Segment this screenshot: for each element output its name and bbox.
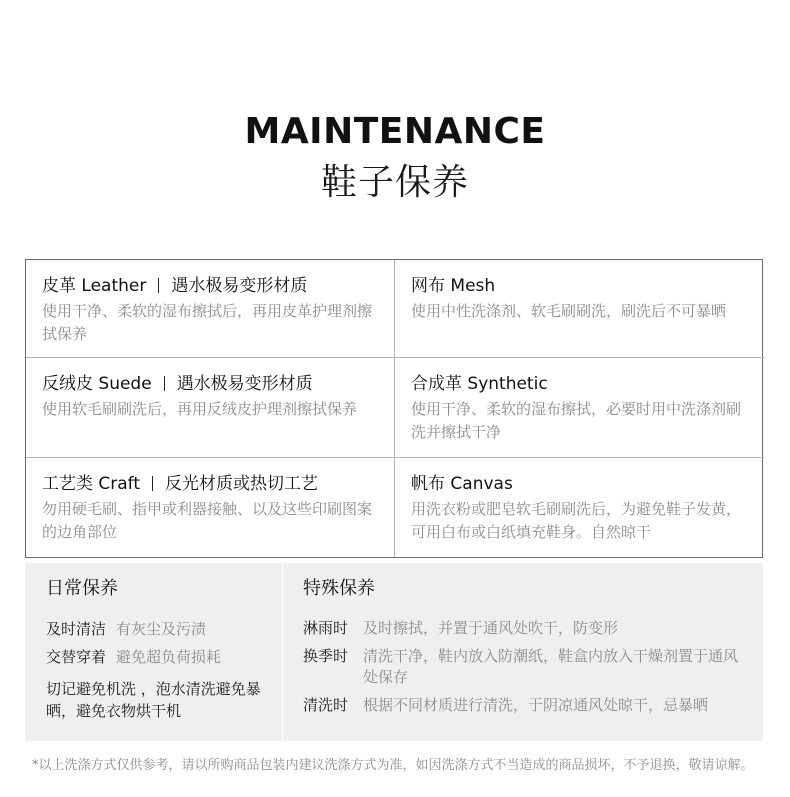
daily-care-item [46, 646, 270, 668]
material-title [42, 472, 384, 496]
special-care-item [303, 646, 751, 688]
material-desc: 使用中性洗涤剂、软毛刷刷洗，刷洗后不可暴晒 [411, 302, 727, 320]
material-canvas [395, 458, 764, 557]
material-name: 网布 Mesh [411, 276, 496, 296]
material-name: 工艺类 Craft [42, 474, 141, 494]
material-note: 反光材质或热切工艺 [165, 474, 319, 494]
material-mesh [395, 260, 764, 358]
material-desc: 使用干净、柔软的湿布擦拭后，再用皮革护理剂擦拭保养 [42, 302, 373, 343]
daily-care-key: 及时清洁 [46, 620, 107, 638]
material-name: 反绒皮 Suede [42, 374, 152, 394]
material-title [42, 372, 384, 396]
material-title [411, 472, 754, 496]
material-title [411, 274, 754, 298]
special-care-value: 清洗干净，鞋内放入防潮纸，鞋盒内放入干燥剂置于通风处保存 [363, 647, 739, 686]
material-title [411, 372, 754, 396]
special-care-item [303, 695, 751, 716]
special-care-value: 及时擦拭，并置于通风处吹干，防变形 [363, 619, 619, 637]
page-title-cn: 鞋子保养 [320, 162, 469, 203]
material-note: 遇水极易变形材质 [176, 374, 313, 394]
separator [158, 278, 159, 293]
disclaimer-footnote: *以上洗涤方式仅供参考，请以所购商品包装内建议洗涤方式为准，如因洗涤方式不当造成的商品损坏，不予退换，敬请谅解。 [32, 758, 754, 773]
material-synthetic [395, 358, 764, 458]
daily-care-value: 有灰尘及污渍 [116, 620, 207, 638]
material-desc: 使用软毛刷刷洗后，再用反绒皮护理剂擦拭保养 [42, 400, 358, 418]
material-note: 遇水极易变形材质 [171, 276, 308, 296]
separator [152, 476, 153, 491]
special-care-value: 根据不同材质进行清洗，于阴凉通风处晾干，忌暴晒 [363, 696, 709, 714]
daily-care-key: 交替穿着 [46, 648, 107, 666]
daily-care-note: 切记避免机洗 ，泡水清洗避免暴晒，避免衣物烘干机 [46, 680, 261, 720]
material-craft [26, 458, 395, 557]
page-title-en: MAINTENANCE [244, 111, 546, 152]
special-care-key: 清洗时 [303, 696, 349, 714]
special-care-item [303, 618, 751, 639]
material-title [42, 274, 384, 298]
daily-care-title: 日常保养 [46, 578, 118, 599]
special-care-key: 换季时 [303, 647, 349, 665]
material-desc: 勿用硬毛刷、指甲或利器接触、以及这些印刷图案的边角部位 [42, 500, 373, 541]
daily-care-item [46, 618, 270, 640]
material-name: 皮革 Leather [42, 276, 147, 296]
material-name: 合成革 Synthetic [411, 374, 548, 394]
special-care-title: 特殊保养 [303, 578, 375, 599]
material-suede [26, 358, 395, 458]
materials-grid [25, 259, 763, 558]
special-care-key: 淋雨时 [303, 619, 349, 637]
daily-care-value: 避免超负荷损耗 [116, 648, 222, 666]
special-care-section [283, 563, 763, 741]
care-panel [25, 563, 763, 741]
material-desc: 用洗衣粉或肥皂软毛刷刷洗后，为避免鞋子发黄，可用白布或白纸填充鞋身。自然晾干 [411, 500, 742, 541]
material-name: 帆布 Canvas [411, 474, 513, 494]
material-leather [26, 260, 395, 358]
separator [164, 376, 165, 391]
daily-care-section [25, 563, 283, 741]
material-desc: 使用干净、柔软的湿布擦拭，必要时用中洗涤剂刷洗并擦拭干净 [411, 400, 742, 441]
